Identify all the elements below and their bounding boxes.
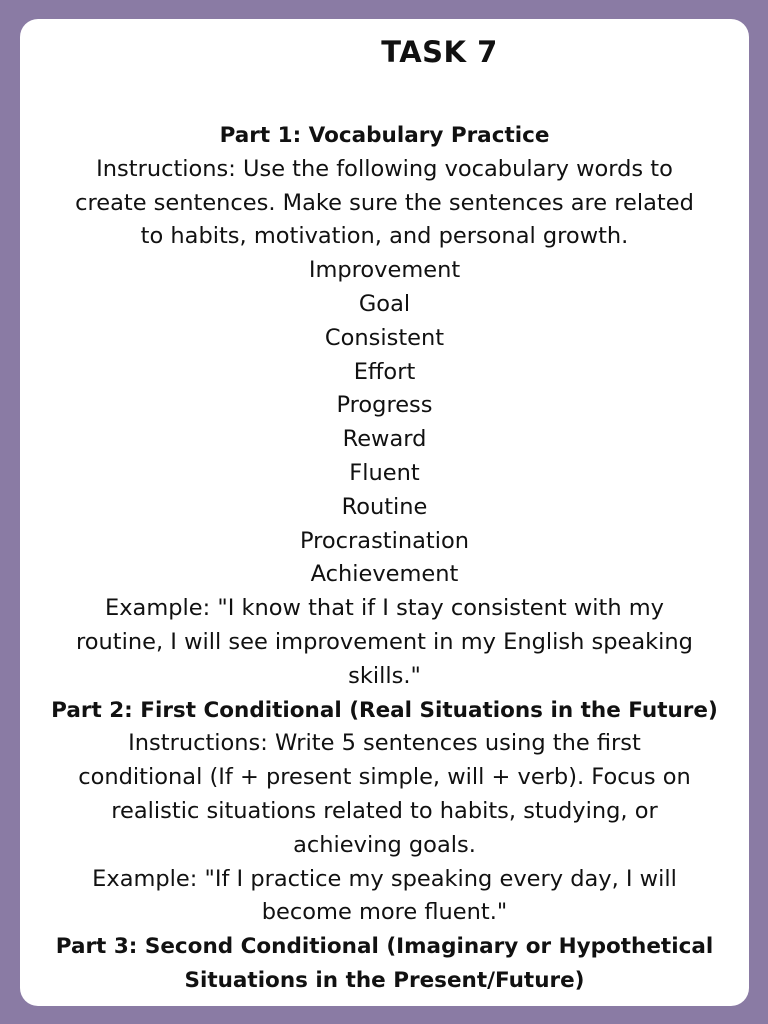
part3-heading: Part 3: Second Conditional (Imaginary or Hypothetical	[55, 934, 714, 960]
part1-instructions-line: to habits, motivation, and personal growth.	[140, 223, 629, 250]
part2-heading: Part 2: First Conditional (Real Situations in the Future)	[51, 697, 718, 723]
part1-instructions-line: create sentences. Make sure the sentences are related	[75, 189, 694, 216]
vocab-word: Procrastination	[299, 527, 470, 554]
part2-example-line: Example: "If I practice my speaking every day, I will	[92, 865, 677, 892]
vocab-word: Routine	[341, 493, 428, 520]
part2-instructions-line: conditional (If + present simple, will + verb). Focus on	[78, 764, 691, 791]
task-title: TASK 7	[381, 35, 498, 69]
vocab-word: Reward	[342, 426, 427, 453]
part1-example-line: Example: "I know that if I stay consistent with my	[105, 595, 664, 622]
part2-example-line: become more fluent."	[261, 899, 508, 926]
vocab-word: Progress	[336, 392, 433, 419]
vocab-word: Achievement	[310, 561, 459, 588]
part1-heading: Part 1: Vocabulary Practice	[219, 123, 550, 148]
part1-example-line: skills."	[348, 662, 421, 689]
task-card	[20, 19, 749, 1006]
title-spacer	[32, 69, 737, 119]
part3-heading: Situations in the Present/Future)	[184, 967, 585, 993]
vocabulary-list	[32, 254, 737, 592]
part2-instructions-line: realistic situations related to habits, studying, or	[111, 797, 658, 824]
vocab-word: Consistent	[324, 324, 445, 351]
vocab-word: Improvement	[308, 257, 461, 284]
part1-instructions-line: Instructions: Use the following vocabulary words to	[96, 155, 673, 182]
part1-example-line: routine, I will see improvement in my English speaking	[76, 628, 693, 655]
part2-instructions-line: Instructions: Write 5 sentences using the first	[128, 730, 641, 757]
vocab-word: Goal	[358, 290, 411, 317]
part2-instructions-line: achieving goals.	[293, 831, 476, 858]
vocab-word: Fluent	[349, 459, 420, 486]
vocab-word: Effort	[353, 358, 416, 385]
